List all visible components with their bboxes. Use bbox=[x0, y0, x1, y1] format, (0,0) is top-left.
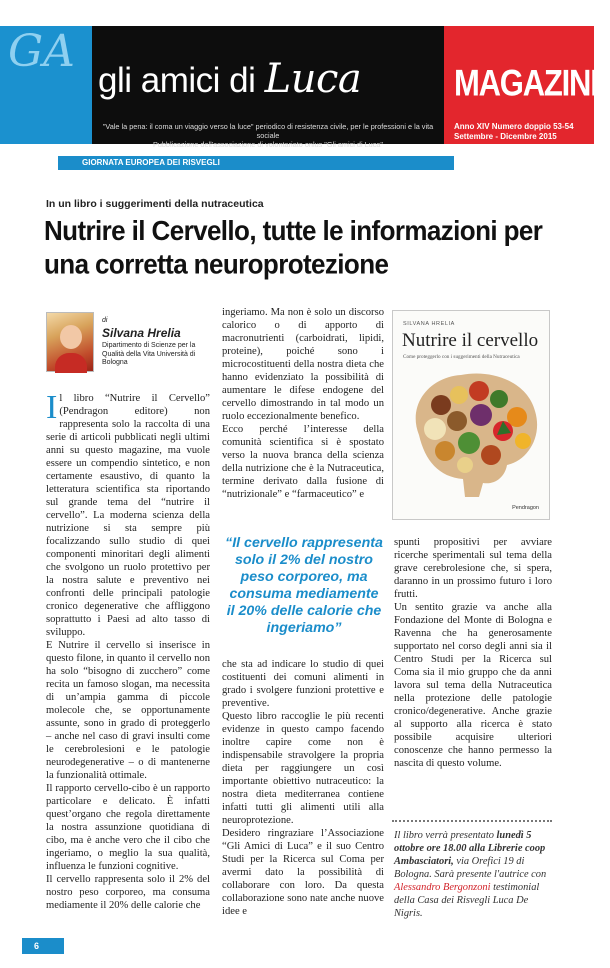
issue-number: Anno XIV Numero doppio 53-54 bbox=[454, 122, 574, 131]
paragraph: spunti propositivi per avviare ricerche sperimentali sul tema della grave cerebrolesione che, si spera, daranno in un prossimo futuro i loro frutti. bbox=[394, 537, 552, 600]
note-event: lunedì 5 ottobre ore 18.00 alla Librerie coop Ambasciatori, bbox=[394, 830, 546, 867]
book-cover bbox=[392, 310, 550, 520]
magazine-label: MAGAZINE bbox=[454, 62, 610, 104]
pull-quote: “Il cervello rappresenta solo il 2% del nostro peso corporeo, ma consuma mediamente il 20% delle calorie che ingeriamo” bbox=[225, 535, 383, 636]
paragraph: Desidero ringraziare l’Associazione “Gli Amici di Luca” e il suo Centro Studi per la Ricerca sul Coma per avermi dato la possibilità di collaborare con loro. Da questa collaborazione sono nate anche nuove idee e bbox=[222, 828, 384, 917]
article-column-2-bottom bbox=[222, 658, 384, 918]
article-column-3 bbox=[394, 536, 552, 770]
note-text: via Orefici 19 di Bologna. Sarà presente l'autrice con bbox=[394, 856, 547, 880]
article-headline: Nutrire il Cervello, tutte le informazioni per una corretta neuroprotezione bbox=[44, 214, 543, 280]
paragraph-text: l libro “Nutrire il Cervello” (Pendragon editore) non rappresenta solo la raccolta di una serie di articoli pubblicati negli ultimi anni su questo magazine, ma vuole essere un compendio sintetico, e non certamente esaustivo, di quanto la letteratura scientifica sta riportando sul grande tema del “nutrire il cervello”. La moderna scienza della nutrizione si sta sempre più focalizzando sullo studio di quei componenti minoritari degli alimenti che svolgono un ruolo protettivo per la nostra salute e preventivo nei confronti delle principali patologie cronico degenerative che affliggono soprattutto i Paesi ad alto tasso di sviluppo. bbox=[46, 393, 210, 638]
issue-date: Settembre - Dicembre 2015 bbox=[454, 131, 557, 141]
paragraph: Questo libro raccoglie le più recenti evidenze in questo campo facendo inoltre capire come non è indispensabile stravolgere la propria dieta per raggiungere un così importante obiettivo nutraceutico: la nostra dieta mediterranea contiene infatti tutti gli alimenti utili alla neuroprotezione. bbox=[222, 711, 384, 826]
paragraph: ingeriamo. Ma non è solo un discorso calorico o di apporto di macronutrienti (carboidrati, lipidi, proteine), poiché sono i microcostituenti della nostra dieta che hanno evidenziato la possibilità di aumentare le difese endogene del cervello dimostrando in tal modo un ruolo eccezionalmente benefico. bbox=[222, 307, 384, 422]
section-rubric: GIORNATA EUROPEA DEI RISVEGLI bbox=[58, 156, 454, 170]
drop-cap: I bbox=[46, 389, 58, 426]
note-text: Il libro verrà presentato bbox=[394, 830, 497, 841]
paragraph: che sta ad indicare lo studio di quei costituenti dei comuni alimenti in grado i svolgere funzioni protettive e preventive. bbox=[222, 659, 384, 709]
masthead-title-panel bbox=[92, 26, 444, 149]
masthead-magazine-panel bbox=[444, 26, 610, 144]
masthead-title-script: Luca bbox=[264, 56, 362, 102]
note-text: testimonial della Casa dei Risvegli Luca De Nigris. bbox=[394, 882, 540, 919]
note-divider bbox=[392, 820, 552, 822]
book-author: SILVANA HRELIA bbox=[403, 321, 455, 327]
author-name: Silvana Hrelia bbox=[102, 326, 181, 340]
paragraph bbox=[46, 389, 210, 639]
presentation-note bbox=[394, 829, 554, 920]
brain-food-illustration bbox=[399, 365, 545, 499]
paragraph: E Nutrire il cervello si inserisce in questo filone, in quanto il cervello non ha solo “bisogno di zucchero” come recita un famoso slogan, ma necessita di un’ampia gamma di piccole molecole che, se opportunamente assunte, sono in grado di proteggerlo – anche nel caso di gravi insulti come le cerebrolesioni e le patologie neurodegenerative – o di mantenerne la funzionalità ottimale. bbox=[46, 640, 210, 781]
issue-info bbox=[454, 122, 574, 141]
book-publisher: Pendragon bbox=[512, 505, 539, 511]
masthead-title-main: gli amici di bbox=[98, 61, 256, 100]
author-box bbox=[46, 312, 216, 372]
paragraph: Il cervello rappresenta solo il 2% del nostro peso corporeo, ma consuma mediamente il 20% delle calorie che bbox=[46, 874, 210, 911]
article-column-1 bbox=[46, 389, 210, 912]
masthead-title bbox=[98, 56, 361, 102]
masthead bbox=[0, 26, 610, 149]
author-prefix: di bbox=[102, 317, 108, 324]
note-guest: Alessandro Bergonzoni bbox=[394, 882, 491, 893]
tagline-line-2: Pubblicazione dell'associazione di volontariato onlus "Gli amici di Luca" bbox=[152, 140, 384, 149]
article-kicker: In un libro i suggerimenti della nutraceutica bbox=[46, 198, 264, 210]
paragraph: Il rapporto cervello-cibo è un rapporto particolare e delicato. È infatti quest’organo che regola direttamente la nostra assunzione quotidiana di cibo, ma è anche vero che il cibo che ingeriamo, o meglio la sua qualità, influenza le funzioni cognitive. bbox=[46, 783, 210, 872]
book-title: Nutrire il cervello bbox=[402, 330, 539, 351]
masthead-logo: GA bbox=[8, 26, 75, 77]
paragraph: Ecco perché l’interesse della comunità scientifica si è spostato verso la nuova branca della scienza della nutrizione che è la Nutraceutica, termine derivato dalla fusione di “nutrizionale” e “farmaceutico” e bbox=[222, 424, 384, 500]
masthead-logo-panel bbox=[0, 26, 92, 144]
author-photo bbox=[46, 312, 94, 372]
page-number: 6 bbox=[22, 938, 64, 954]
author-affiliation: Dipartimento di Scienze per la Qualità della Vita Università di Bologna bbox=[102, 342, 196, 366]
tagline-line-1: "Vale la pena: il coma un viaggio verso la luce" periodico di resistenza civile, per le professioni e la vita sociale bbox=[102, 122, 434, 140]
book-subtitle: Come proteggerlo con i suggerimenti della Nutraceutica bbox=[403, 354, 520, 360]
paragraph: Un sentito grazie va anche alla Fondazione del Monte di Bologna e Ravenna che ha generosamente supportato nel corso degli anni sia il Centro Studi per la Ricerca sul Coma sia il mio gruppo che da anni lavora sul tema della Nutraceutica nella protezione delle patologie cronico/degenerative. Anche grazie al supporto alla ricerca è stato possibile acquisire ulteriori conoscenze che hanno permesso la nascita di questo volume. bbox=[394, 602, 552, 769]
article-column-2-top bbox=[222, 306, 384, 501]
masthead-tagline bbox=[96, 122, 440, 149]
